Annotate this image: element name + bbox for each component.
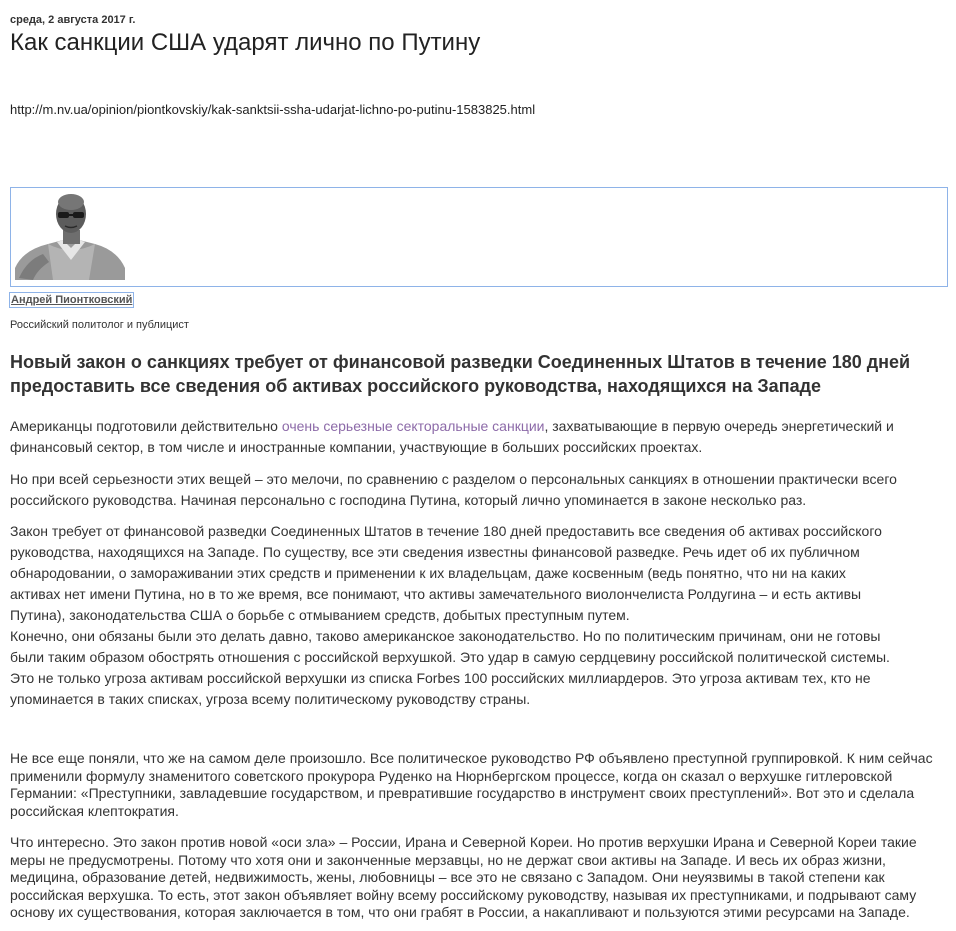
sectoral-sanctions-link[interactable]: очень серьезные секторальные санкции [281,418,545,434]
author-photo [13,190,129,280]
article-lead: Новый закон о санкциях требует от финансовой разведки Соединенных Штатов в течение 180 дней предоставить все сведения об активах российского руководства, находящихся на Западе [10,352,911,396]
author-name-link[interactable]: Андрей Пионтковский [11,294,133,306]
paragraph-4: Конечно, они обязаны были это делать давно, таково американское законодательство. Но по политическим причинам, они не готовы были таким образом обострять отношения с российской верхушкой. Это удар в самую сердцевину российской политической системы. Это не только угроза активам российской верхушки из списка Forbes 100 российских миллиардеров. Это угроза активам тех, кто не упоминается в таких списках, угроза всему политическому руководству страны. [10,628,890,707]
paragraph-6: Что интересно. Это закон против новой «оси зла» – России, Ирана и Северной Кореи. Но против верхушки Ирана и Северной Кореи такие меры не предусмотрены. Потому что хотя они и законченные мерзавцы, но не держат свои активы на Западе. И весь их образ жизни, медицина, образование детей, недвижимость, жены, любовницы – все это не связано с Западом. Они неуязвимы в такой степени как российская верхушка. То есть, этот закон объявляет войну всему российскому руководству, называя их преступниками, и подрывают саму основу их существования, которая заключается в том, что они грабят в России, а накапливают и пользуются этими ресурсами на Западе. [10,834,917,920]
author-photo-frame [10,187,948,287]
article-title: Как санкции США ударят лично по Путину [10,29,481,56]
paragraph-1 [10,416,900,458]
paragraph-5: Не все еще поняли, что же на самом деле произошло. Все политическое руководство РФ объявлено преступной группировкой. К ним сейчас применили формулу знаменитого советского прокурора Руденко на Нюрнбергском процессе, когда он сказал о верхушке гитлеровской Германии: «Преступники, завладевшие государством, и превратившие государство в инструмент своих преступлений». Вот это и сделала российская клептократия. [10,750,933,819]
paragraph-2: Но при всей серьезности этих вещей – это мелочи, по сравнению с разделом о персональных санкциях в отношении практически всего российского руководства. Начиная персонально с господина Путина, который лично упоминается в законе несколько раз. [10,471,897,508]
author-role: Российский политолог и публицист [10,319,189,331]
source-url: http://m.nv.ua/opinion/piontkovskiy/kak-sanktsii-ssha-udarjat-lichno-po-putinu-1583825.html [10,102,536,117]
paragraph-3: Закон требует от финансовой разведки Соединенных Штатов в течение 180 дней предоставить все сведения об активах российского руководства, находящихся на Западе. По существу, все эти сведения известны финансовой разведке. Речь идет об их публичном обнародовании, о замораживании этих средств и применении к их владельцам, даже косвенным (ведь понятно, что ни на каких активах нет имени Путина, но в то же время, все понимают, что активы замечательного виолончелиста Ролдугина – и есть активы Путина), законодательства США о борьбе с отмыванием средств, добытых преступным путем. [10,523,882,623]
paragraph-1-text-end: , захватывающие в первую очередь энергетический и финансовый сектор, в том числе и иностранные компании, участвующие в больших российских проектах. [10,418,894,455]
author-portrait-icon [13,190,129,280]
paragraph-1-text: Американцы подготовили действительно [10,418,282,434]
post-date: среда, 2 августа 2017 г. [10,14,136,26]
